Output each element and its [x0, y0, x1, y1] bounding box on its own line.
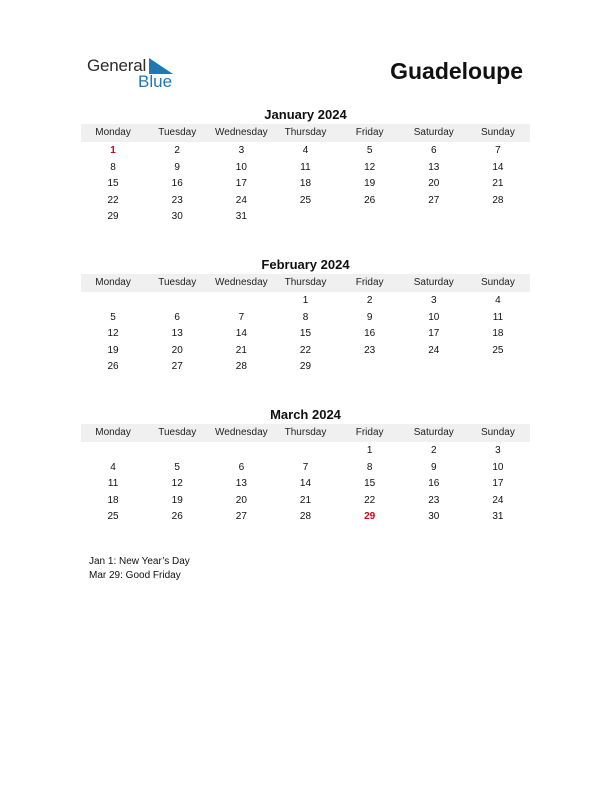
weekday-label: Thursday — [284, 127, 327, 138]
day-cell — [402, 209, 466, 226]
day-cell: 20 — [428, 178, 440, 189]
day-cell: 16 — [171, 178, 183, 189]
weekday-label: Sunday — [480, 427, 515, 438]
day-cell: 3 — [238, 145, 245, 156]
day-cell: 21 — [235, 344, 247, 356]
day-cell: 26 — [107, 361, 119, 372]
weekday-label: Wednesday — [215, 427, 268, 438]
day-cell: 7 — [238, 311, 245, 323]
month-title: January 2024 — [264, 107, 347, 122]
month-title: February 2024 — [261, 257, 350, 272]
weekday-label: Thursday — [284, 277, 327, 288]
day-cell: 7 — [302, 461, 309, 473]
day-cell: 29 — [107, 211, 119, 222]
day-cell: 6 — [430, 145, 437, 156]
day-cell: 18 — [107, 494, 119, 506]
day-cell: 20 — [235, 494, 247, 506]
day-cell: 14 — [299, 478, 312, 489]
day-cell: 13 — [235, 478, 247, 489]
weekday-header — [81, 124, 530, 142]
weekday-header — [81, 274, 530, 292]
weekday-label: Monday — [95, 277, 131, 288]
day-cell: 15 — [364, 478, 376, 489]
week-row — [81, 509, 530, 526]
day-cell: 4 — [110, 461, 116, 473]
day-cell: 9 — [174, 161, 180, 173]
day-cell: 24 — [428, 344, 440, 356]
day-cell — [81, 293, 145, 310]
day-cell: 4 — [302, 145, 309, 156]
day-cell: 10 — [235, 161, 247, 173]
week-row — [81, 460, 530, 477]
day-cell: 23 — [428, 494, 440, 506]
day-cell: 7 — [495, 145, 501, 156]
weekday-label: Saturday — [413, 277, 454, 288]
day-cell: 19 — [364, 178, 376, 189]
week-row — [81, 326, 530, 343]
day-cell — [466, 359, 530, 376]
day-cell: 27 — [235, 511, 247, 522]
day-cell: 11 — [300, 161, 311, 173]
day-cell: 28 — [299, 511, 312, 522]
day-cell: 2 — [174, 145, 180, 156]
weekday-label: Friday — [355, 427, 384, 438]
day-cell: 25 — [299, 194, 312, 206]
day-cell: 22 — [364, 494, 376, 506]
weekday-label: Saturday — [413, 127, 454, 138]
day-cell — [273, 443, 337, 460]
day-cell: 27 — [171, 361, 183, 372]
day-cell: 28 — [235, 361, 247, 372]
holiday-note: Mar 29: Good Friday — [89, 570, 181, 581]
logo-text-blue: Blue — [138, 72, 173, 91]
day-cell — [145, 443, 209, 460]
weekday-label: Friday — [355, 127, 384, 138]
day-cell — [402, 359, 466, 376]
weekday-label: Tuesday — [158, 277, 197, 288]
weekday-label: Wednesday — [215, 277, 268, 288]
weekday-label: Tuesday — [158, 127, 197, 138]
day-cell: 8 — [366, 461, 373, 473]
day-cell: 6 — [174, 311, 180, 323]
day-cell: 1 — [302, 295, 309, 306]
holiday-note: Jan 1: New Year’s Day — [89, 556, 190, 567]
day-cell: 16 — [364, 328, 376, 339]
weekday-label: Monday — [95, 127, 131, 138]
holiday-list — [89, 555, 190, 583]
week-row — [81, 493, 530, 510]
weekday-label: Wednesday — [215, 127, 268, 138]
day-cell: 9 — [366, 311, 373, 323]
day-cell — [81, 443, 145, 460]
week-row — [81, 143, 530, 160]
week-row — [81, 343, 530, 360]
day-cell: 25 — [107, 511, 119, 522]
day-cell: 24 — [492, 494, 504, 506]
day-cell: 5 — [174, 461, 180, 473]
day-cell: 20 — [171, 344, 183, 356]
day-cell — [273, 209, 337, 226]
day-cell: 10 — [428, 311, 440, 323]
weekday-label: Sunday — [480, 127, 515, 138]
brand-logo — [87, 56, 187, 92]
week-row — [81, 176, 530, 193]
day-cell: 22 — [299, 344, 312, 356]
day-cell — [209, 293, 273, 310]
day-cell: 31 — [235, 211, 247, 222]
day-cell — [338, 209, 402, 226]
day-cell: 8 — [110, 161, 116, 173]
day-cell: 11 — [492, 311, 504, 323]
day-cell: 30 — [171, 211, 183, 222]
logo-text-general: General — [87, 56, 147, 75]
weekday-header — [81, 424, 530, 442]
day-cell: 18 — [299, 178, 312, 189]
weekday-label: Sunday — [480, 277, 515, 288]
day-cell: 2 — [430, 445, 437, 456]
day-cell: 17 — [492, 478, 504, 489]
week-row — [81, 476, 530, 493]
day-cell: 29 — [364, 511, 376, 522]
day-cell: 14 — [235, 328, 247, 339]
day-cell — [145, 293, 209, 310]
day-cell: 22 — [107, 194, 119, 206]
day-cell: 17 — [428, 328, 440, 339]
month-title: March 2024 — [270, 407, 341, 422]
day-cell — [466, 209, 530, 226]
week-row — [81, 209, 530, 226]
day-cell: 12 — [107, 328, 119, 339]
week-row — [81, 293, 530, 310]
day-cell: 25 — [492, 344, 504, 356]
weekday-label: Saturday — [413, 427, 454, 438]
week-row — [81, 359, 530, 376]
day-cell: 31 — [492, 511, 504, 522]
day-cell: 15 — [107, 178, 119, 189]
month-january — [81, 106, 530, 226]
day-cell: 17 — [235, 178, 247, 189]
weekday-label: Tuesday — [158, 427, 197, 438]
country-title: Guadeloupe — [390, 58, 523, 84]
day-cell: 4 — [495, 295, 501, 306]
weekday-label: Monday — [95, 427, 131, 438]
week-row — [81, 193, 530, 210]
day-cell: 24 — [235, 194, 247, 206]
weekday-label: Thursday — [284, 427, 327, 438]
day-cell: 21 — [299, 494, 312, 506]
day-cell: 30 — [428, 511, 440, 522]
day-cell: 10 — [492, 461, 504, 473]
day-cell: 19 — [171, 494, 183, 506]
day-cell: 3 — [495, 445, 501, 456]
day-cell: 6 — [238, 461, 245, 473]
day-cell: 29 — [299, 361, 312, 372]
day-cell: 3 — [430, 295, 437, 306]
month-march — [81, 406, 530, 526]
day-cell — [338, 359, 402, 376]
day-cell: 1 — [366, 445, 373, 456]
day-cell: 14 — [492, 161, 504, 173]
week-row — [81, 160, 530, 177]
day-cell: 15 — [299, 328, 312, 339]
day-cell: 8 — [302, 311, 309, 323]
day-cell: 23 — [171, 194, 183, 206]
day-cell: 5 — [110, 311, 116, 323]
day-cell: 1 — [110, 145, 116, 156]
day-cell: 23 — [364, 344, 376, 356]
day-cell: 16 — [428, 478, 440, 489]
day-cell: 18 — [492, 328, 504, 339]
day-cell: 26 — [364, 194, 376, 206]
day-cell: 27 — [428, 194, 440, 206]
day-cell: 19 — [107, 344, 119, 356]
day-cell: 9 — [430, 461, 437, 473]
day-cell: 13 — [171, 328, 183, 339]
day-cell — [209, 443, 273, 460]
day-cell: 21 — [492, 178, 504, 189]
month-february — [81, 256, 530, 376]
day-cell: 11 — [107, 478, 119, 489]
day-cell: 26 — [171, 511, 183, 522]
day-cell: 13 — [428, 161, 440, 173]
day-cell: 5 — [366, 145, 373, 156]
week-row — [81, 310, 530, 327]
day-cell: 28 — [492, 194, 504, 206]
week-row — [81, 443, 530, 460]
day-cell: 2 — [366, 295, 373, 306]
day-cell: 12 — [364, 161, 376, 173]
weekday-label: Friday — [355, 277, 384, 288]
day-cell: 12 — [171, 478, 183, 489]
